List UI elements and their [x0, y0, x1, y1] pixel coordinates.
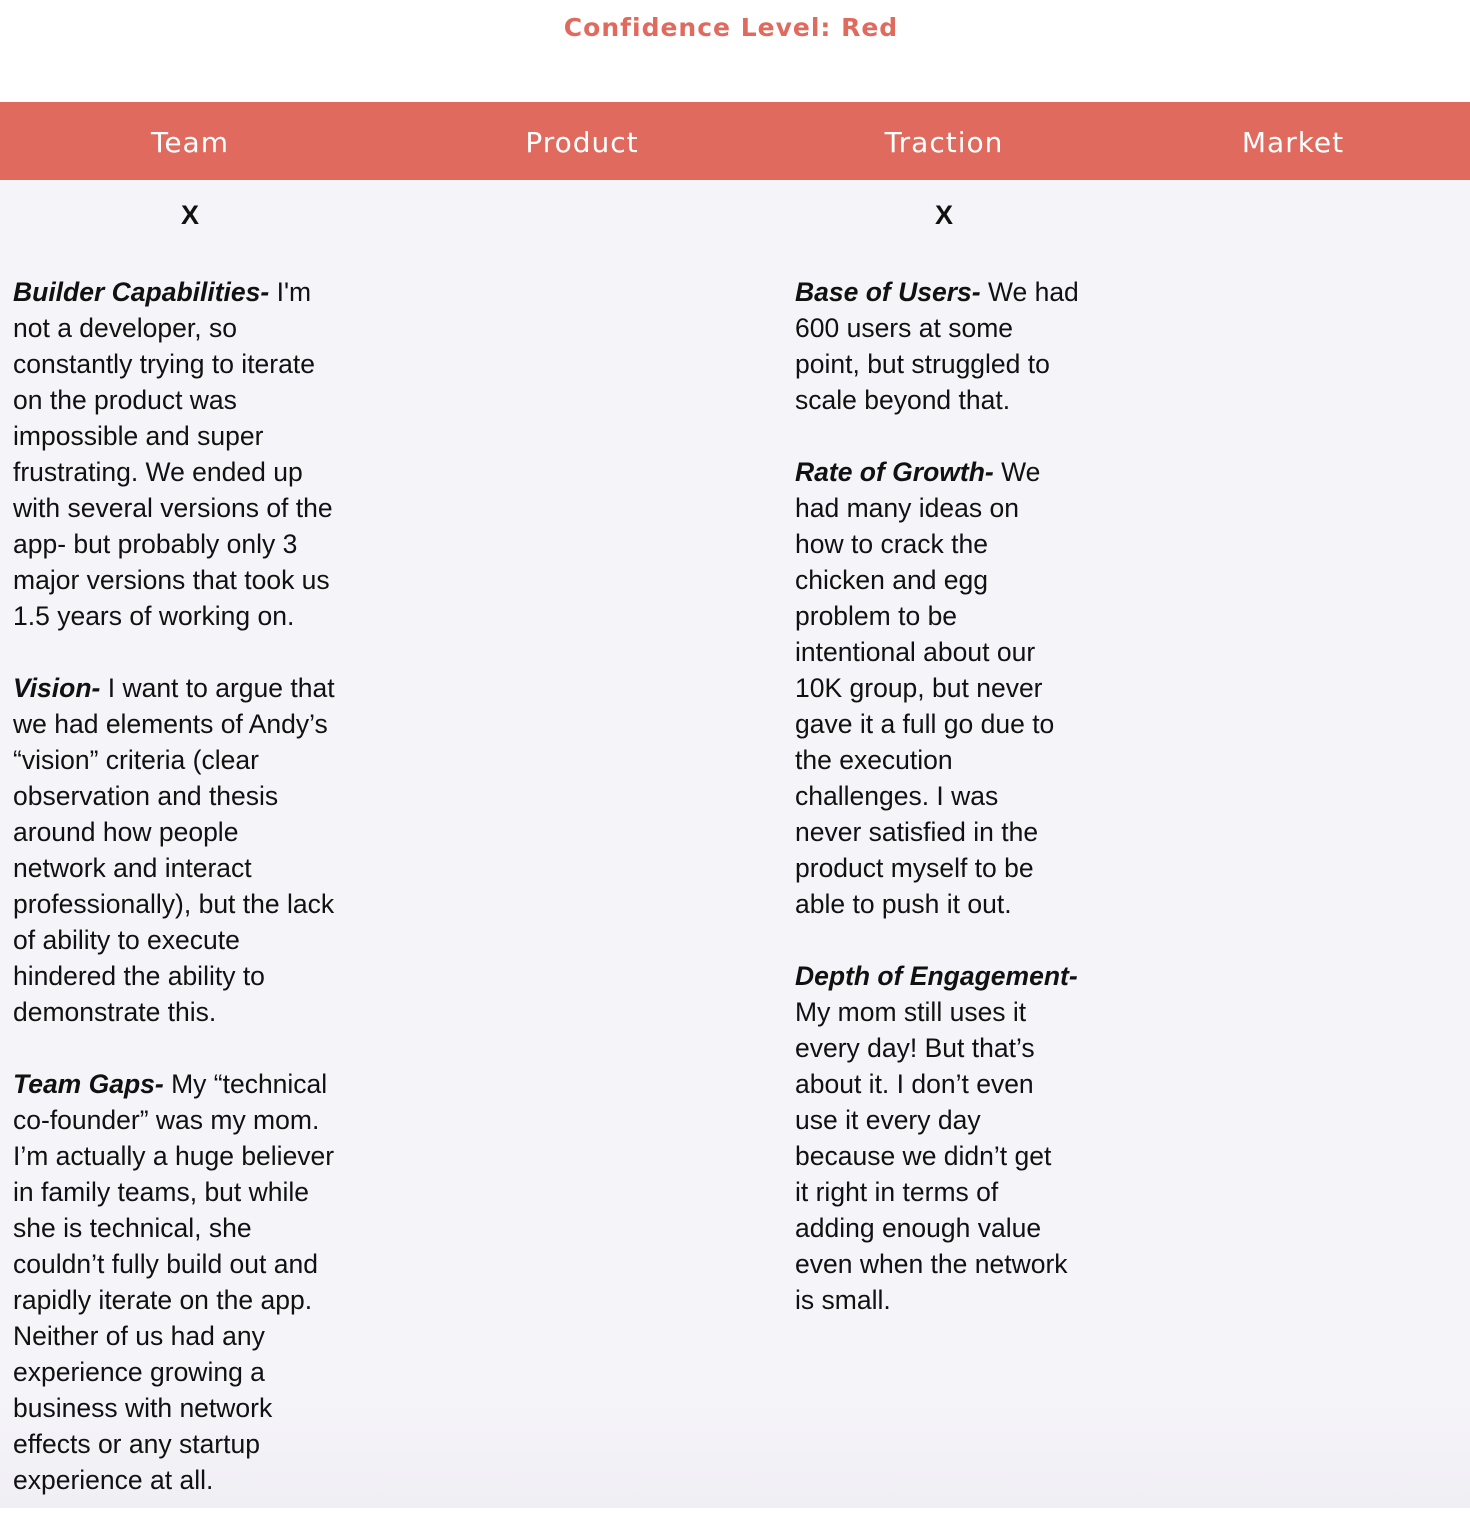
note-line — [13, 886, 335, 922]
note-line — [795, 706, 1079, 742]
note-paragraph — [795, 274, 1079, 418]
note-text: We — [993, 457, 1041, 487]
note-text: in family teams, but while — [13, 1177, 310, 1207]
team-x-mark: X — [180, 200, 199, 230]
note-text: experience at all. — [13, 1465, 214, 1495]
note-label: Base of Users- — [795, 277, 981, 307]
note-text: effects or any startup — [13, 1429, 260, 1459]
note-text: demonstrate this. — [13, 997, 217, 1027]
note-line — [13, 454, 335, 490]
note-text: it right in terms of — [795, 1177, 999, 1207]
note-line — [13, 850, 335, 886]
note-line — [13, 958, 335, 994]
note-text: My “technical — [163, 1069, 328, 1099]
note-label: Builder Capabilities- — [13, 277, 270, 307]
note-text: app- but probably only 3 — [13, 529, 298, 559]
note-line — [13, 742, 335, 778]
note-text: how to crack the — [795, 529, 988, 559]
note-text: problem to be — [795, 601, 958, 631]
note-text: “vision” criteria (clear — [13, 745, 259, 775]
note-line — [795, 1282, 1079, 1318]
note-line — [795, 598, 1079, 634]
note-text: intentional about our — [795, 637, 1036, 667]
note-text: My mom still uses it — [795, 997, 1027, 1027]
note-line — [13, 670, 335, 706]
note-line — [795, 1030, 1079, 1066]
note-text: even when the network — [795, 1249, 1068, 1279]
note-line — [795, 454, 1079, 490]
note-text: 1.5 years of working on. — [13, 601, 295, 631]
note-line — [795, 1066, 1079, 1102]
note-text: I'm — [269, 277, 312, 307]
note-line — [13, 1138, 335, 1174]
note-text: point, but struggled to — [795, 349, 1050, 379]
note-paragraph — [13, 670, 335, 1030]
table-header-row — [0, 102, 1470, 180]
note-line — [795, 274, 1079, 310]
note-text: Neither of us had any — [13, 1321, 265, 1351]
note-text: is small. — [795, 1285, 891, 1315]
note-text: frustrating. We ended up — [13, 457, 303, 487]
note-line — [13, 1102, 335, 1138]
note-line — [13, 994, 335, 1030]
note-line — [795, 1246, 1079, 1282]
note-line — [795, 850, 1079, 886]
note-text: major versions that took us — [13, 565, 330, 595]
header-market: Market — [1241, 126, 1345, 159]
note-text: business with network — [13, 1393, 273, 1423]
note-text: scale beyond that. — [795, 385, 1011, 415]
traction-cell — [784, 180, 1104, 1508]
note-text: hindered the ability to — [13, 961, 265, 991]
note-line — [795, 634, 1079, 670]
note-line — [13, 922, 335, 958]
note-line — [795, 958, 1079, 994]
note-text: had many ideas on — [795, 493, 1019, 523]
note-text: not a developer, so — [13, 313, 237, 343]
note-text: because we didn’t get — [795, 1141, 1052, 1171]
note-text: 600 users at some — [795, 313, 1014, 343]
note-text: network and interact — [13, 853, 252, 883]
note-line — [13, 1282, 335, 1318]
note-text: challenges. I was — [795, 781, 999, 811]
note-paragraph — [13, 274, 335, 634]
note-label: Vision- — [13, 673, 101, 703]
note-text: I’m actually a huge believer — [13, 1141, 335, 1171]
note-text: use it every day — [795, 1105, 981, 1135]
note-line — [795, 886, 1079, 922]
note-line — [13, 814, 335, 850]
note-text: couldn’t fully build out and — [13, 1249, 318, 1279]
note-line — [13, 526, 335, 562]
note-line — [795, 310, 1079, 346]
note-line — [795, 346, 1079, 382]
note-text: professionally), but the lack — [13, 889, 335, 919]
header-traction: Traction — [884, 126, 1004, 159]
note-line — [795, 490, 1079, 526]
table-body-row — [0, 180, 1470, 1508]
note-line — [13, 706, 335, 742]
note-paragraph — [795, 958, 1079, 1318]
note-text: around how people — [13, 817, 239, 847]
note-line — [795, 778, 1079, 814]
note-line — [13, 1066, 335, 1102]
team-cell — [0, 180, 380, 1508]
note-line — [13, 1246, 335, 1282]
note-line — [795, 562, 1079, 598]
note-text: impossible and super — [13, 421, 264, 451]
note-paragraph — [13, 1066, 335, 1498]
note-line — [795, 1174, 1079, 1210]
note-line — [13, 778, 335, 814]
note-text: she is technical, she — [13, 1213, 252, 1243]
note-text: with several versions of the — [13, 493, 333, 523]
product-cell — [380, 180, 784, 1508]
note-line — [795, 994, 1079, 1030]
note-paragraph — [795, 454, 1079, 922]
note-line — [13, 1210, 335, 1246]
note-line — [13, 382, 335, 418]
note-line — [795, 670, 1079, 706]
note-text: of ability to execute — [13, 925, 240, 955]
note-line — [795, 382, 1079, 418]
note-line — [13, 1462, 335, 1498]
note-text: co-founder” was my mom. — [13, 1105, 320, 1135]
market-cell — [1105, 180, 1470, 1508]
confidence-level-title: Confidence Level: Red — [563, 13, 899, 42]
note-text: observation and thesis — [13, 781, 279, 811]
note-line — [795, 526, 1079, 562]
note-text: I want to argue that — [100, 673, 335, 703]
header-product: Product — [525, 126, 639, 159]
note-text: we had elements of Andy’s — [13, 709, 328, 739]
note-text: adding enough value — [795, 1213, 1042, 1243]
note-line — [13, 1318, 335, 1354]
note-line — [795, 1102, 1079, 1138]
note-line — [13, 346, 335, 382]
note-line — [13, 490, 335, 526]
note-line — [13, 1426, 335, 1462]
note-text: about it. I don’t even — [795, 1069, 1034, 1099]
traction-x-mark: X — [934, 200, 953, 230]
note-line — [795, 1210, 1079, 1246]
note-text: never satisfied in the — [795, 817, 1039, 847]
note-line — [13, 1390, 335, 1426]
note-label: Team Gaps- — [13, 1069, 164, 1099]
note-text: We had — [980, 277, 1079, 307]
note-text: every day! But that’s — [795, 1033, 1035, 1063]
note-text: chicken and egg — [795, 565, 989, 595]
note-line — [13, 418, 335, 454]
note-text: product myself to be — [795, 853, 1034, 883]
note-text: experience growing a — [13, 1357, 265, 1387]
header-team: Team — [150, 126, 229, 159]
note-label: Depth of Engagement- — [795, 961, 1078, 991]
note-line — [13, 1174, 335, 1210]
note-text: constantly trying to iterate — [13, 349, 315, 379]
note-line — [795, 1138, 1079, 1174]
note-line — [13, 1354, 335, 1390]
traction-notes — [795, 274, 1079, 1354]
note-text: 10K group, but never — [795, 673, 1043, 703]
note-text: gave it a full go due to — [795, 709, 1055, 739]
note-line — [13, 598, 335, 634]
note-text: able to push it out. — [795, 889, 1012, 919]
team-notes — [13, 274, 335, 1534]
note-text: on the product was — [13, 385, 237, 415]
note-line — [13, 310, 335, 346]
note-line — [795, 814, 1079, 850]
note-text: the execution — [795, 745, 953, 775]
note-line — [13, 562, 335, 598]
note-label: Rate of Growth- — [795, 457, 994, 487]
note-line — [13, 274, 335, 310]
note-line — [795, 742, 1079, 778]
note-text: rapidly iterate on the app. — [13, 1285, 313, 1315]
